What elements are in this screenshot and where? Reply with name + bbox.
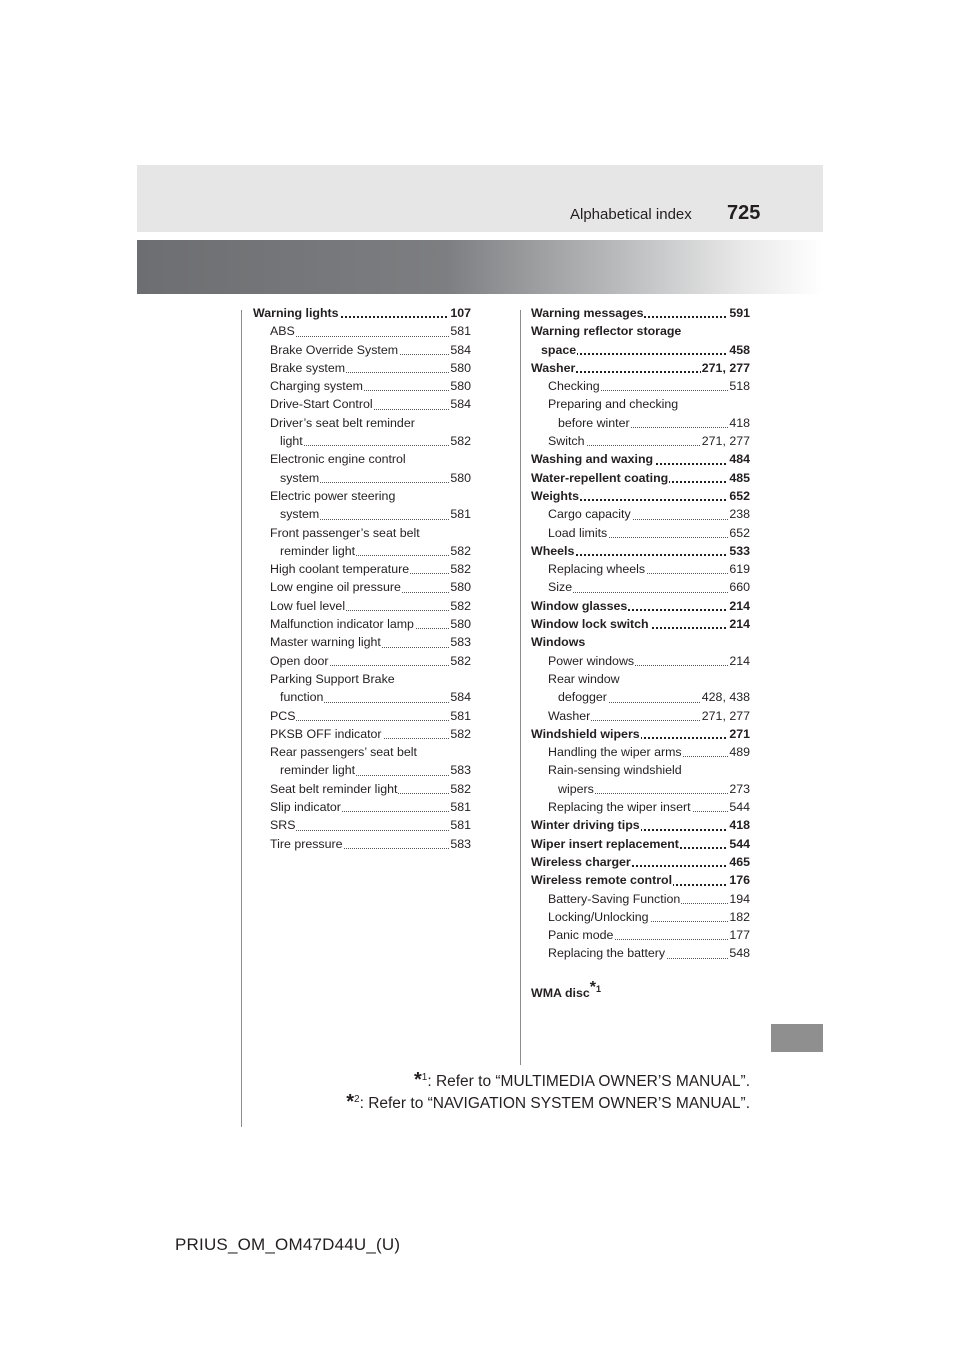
wma-entry-label: WMA disc [531,986,590,1001]
entry-term: light [280,434,303,449]
index-subentry [548,761,750,779]
index-column-right [531,304,750,963]
entry-term: Brake system [270,360,346,375]
entry-term: Washer [548,708,591,723]
entry-page-ref: 544 [728,798,750,816]
footnote-star: * [346,1091,355,1113]
entry-term: Warning reflector storage [531,324,682,339]
index-subentry [548,926,750,944]
entry-term: reminder light [280,543,356,558]
entry-term: Electric power steering [270,488,396,503]
index-entry [531,615,750,633]
entry-page-ref: 584 [449,688,471,706]
entry-page-ref: 584 [449,341,471,359]
entry-term: Wiper insert replacement [531,836,679,851]
entry-term: Wireless remote control [531,873,673,888]
index-entry [531,633,750,651]
entry-term: Warning messages [531,306,644,320]
entry-term: Rear passengers’ seat belt [270,745,417,760]
index-subentry [270,725,471,743]
index-subentry [270,798,471,816]
index-subentry [270,615,471,633]
entry-page-ref: 271, 277 [701,359,750,377]
entry-term: Handling the wiper arms [548,745,682,760]
entry-page-ref: 580 [449,469,471,487]
entry-term: SRS [270,818,296,833]
index-entry [531,450,750,468]
entry-term: Drive-Start Control [270,397,373,412]
index-entry [531,322,750,340]
footnote-2 [346,1091,750,1114]
entry-term: Malfunction indicator lamp [270,617,414,632]
footnote-star: * [589,979,596,996]
entry-term: Washer [531,360,576,375]
index-subentry [548,707,750,725]
entry-page-ref: 583 [449,633,471,651]
index-subentry [270,359,471,377]
entry-term: Low fuel level [270,598,346,613]
footnote-text: : Refer to “MULTIMEDIA OWNER’S MANUAL”. [427,1073,750,1090]
entry-term: Replacing wheels [548,562,646,577]
index-subentry [270,816,471,834]
index-subentry [270,652,471,670]
index-subentry [280,469,471,487]
entry-term: Window lock switch [531,617,649,632]
index-subentry [548,377,750,395]
header-gradient-bar [137,240,823,294]
entry-term: Size [548,580,573,595]
index-subentry [270,341,471,359]
index-subentry [270,524,471,542]
entry-page-ref: 458 [728,341,750,359]
footnote-number: 2 [354,1093,360,1105]
entry-page-ref: 273 [728,780,750,798]
entry-page-ref: 177 [728,926,750,944]
entry-term: Preparing and checking [548,397,679,412]
entry-term: Battery-Saving Function [548,891,681,906]
entry-page-ref: 652 [728,487,750,505]
entry-term: Parking Support Brake [270,671,395,686]
index-entry [531,871,750,889]
entry-term: Cargo capacity [548,507,631,522]
index-subentry [280,688,471,706]
entry-page-ref: 176 [728,871,750,889]
index-subentry [548,890,750,908]
column-divider [520,310,521,1065]
header-band [137,165,823,232]
entry-term: system [280,470,320,485]
entry-term: Switch [548,434,585,449]
entry-page-ref: 271 [728,725,750,743]
entry-page-ref: 580 [449,615,471,633]
entry-term: before winter [558,415,630,430]
entry-page-ref: 214 [728,597,750,615]
index-subentry [548,395,750,413]
index-subentry [270,597,471,615]
index-subentry [270,633,471,651]
left-margin-rule [241,310,242,1127]
index-subentry [548,560,750,578]
index-subentry [548,743,750,761]
index-subentry [280,432,471,450]
entry-term: Open door [270,653,329,668]
index-entry [531,816,750,834]
entry-page-ref: 582 [449,542,471,560]
index-entry [541,341,750,359]
entry-term: Low engine oil pressure [270,580,401,595]
entry-term: PKSB OFF indicator [270,726,382,741]
entry-term: High coolant temperature [270,562,410,577]
entry-page-ref: 214 [728,615,750,633]
entry-page-ref: 428, 438 [701,688,750,706]
index-subentry [558,780,750,798]
footnote-1 [414,1069,750,1092]
entry-term: PCS [270,708,296,723]
entry-page-ref: 271, 277 [701,432,750,450]
entry-page-ref: 107 [449,304,471,322]
entry-page-ref: 582 [449,432,471,450]
index-subentry [548,578,750,596]
entry-term: Wireless charger [531,854,631,869]
entry-term: Water-repellent coating [531,470,669,485]
footnote-star: * [413,1069,422,1091]
entry-page-ref: 485 [728,469,750,487]
entry-term: Warning lights [253,306,339,320]
entry-page-ref: 238 [728,505,750,523]
index-subentry [558,414,750,432]
index-subentry [548,432,750,450]
index-entry [531,597,750,615]
entry-page-ref: 581 [449,505,471,523]
entry-page-ref: 548 [728,944,750,962]
index-entry [531,359,750,377]
index-entry [531,725,750,743]
entry-page-ref: 581 [449,816,471,834]
entry-page-ref: 580 [449,578,471,596]
entry-page-ref: 583 [449,761,471,779]
entry-page-ref: 581 [449,707,471,725]
entry-term: Master warning light [270,635,381,650]
index-subentry [548,908,750,926]
index-subentry [270,560,471,578]
entry-page-ref: 484 [728,450,750,468]
index-entry [531,469,750,487]
entry-page-ref: 533 [728,542,750,560]
entry-term: Rear window [548,671,620,686]
wma-entry [531,979,601,1000]
entry-term: Replacing the battery [548,946,666,961]
entry-term: Brake Override System [270,342,399,357]
entry-term: Windshield wipers [531,726,640,741]
index-subentry [548,670,750,688]
entry-term: defogger [558,690,607,705]
index-subentry [270,578,471,596]
index-subentry [270,743,471,761]
entry-term: Replacing the wiper insert [548,800,691,815]
document-code: PRIUS_OM_OM47D44U_(U) [175,1235,401,1254]
index-subentry [548,944,750,962]
index-column-left [253,304,471,853]
entry-term: space [541,342,577,357]
section-title: Alphabetical index [570,206,692,223]
index-subentry [270,414,471,432]
entry-page-ref: 214 [728,652,750,670]
entry-page-ref: 652 [728,524,750,542]
entry-term: Weights [531,488,579,503]
entry-term: Rain-sensing windshield [548,763,682,778]
entry-term: Power windows [548,653,635,668]
entry-term: Window glasses [531,598,628,613]
entry-term: Washing and waxing [531,452,654,467]
index-subentry [270,377,471,395]
entry-page-ref: 418 [728,414,750,432]
index-subentry [270,487,471,505]
index-entry [531,853,750,871]
entry-term: Windows [531,635,586,650]
entry-term: Electronic engine control [270,452,406,467]
entry-page-ref: 581 [449,798,471,816]
entry-term: Charging system [270,379,363,394]
entry-term: Winter driving tips [531,818,640,833]
footnote-marker: 1 [595,984,601,994]
index-subentry [270,450,471,468]
entry-term: Panic mode [548,928,614,943]
entry-page-ref: 489 [728,743,750,761]
index-entry [531,542,750,560]
index-subentry [548,505,750,523]
entry-page-ref: 544 [728,835,750,853]
index-subentry [270,670,471,688]
index-subentry [270,707,471,725]
page-number: 725 [727,202,761,224]
entry-term: system [280,507,320,522]
entry-page-ref: 582 [449,652,471,670]
entry-page-ref: 518 [728,377,750,395]
index-subentry [558,688,750,706]
index-subentry [270,835,471,853]
index-subentry [280,505,471,523]
entry-term: Checking [548,379,600,394]
entry-term: Front passenger’s seat belt [270,525,420,540]
index-subentry [270,322,471,340]
entry-term: Load limits [548,525,608,540]
index-thumb-tab [771,1024,823,1052]
entry-term: Locking/Unlocking [548,909,649,924]
index-subentry [548,652,750,670]
index-entry [531,304,750,322]
entry-page-ref: 271, 277 [701,707,750,725]
index-entry [531,835,750,853]
entry-term: Driver’s seat belt reminder [270,415,415,430]
entry-page-ref: 582 [449,780,471,798]
index-subentry [280,542,471,560]
index-subentry [270,780,471,798]
entry-page-ref: 660 [728,578,750,596]
footnote-text: : Refer to “NAVIGATION SYSTEM OWNER’S MANUAL”. [359,1095,750,1112]
entry-page-ref: 418 [728,816,750,834]
entry-page-ref: 194 [728,890,750,908]
index-entry [531,487,750,505]
entry-page-ref: 465 [728,853,750,871]
entry-term: Slip indicator [270,800,341,815]
entry-page-ref: 580 [449,377,471,395]
entry-term: reminder light [280,763,356,778]
footnote-number: 1 [421,1071,428,1083]
entry-page-ref: 582 [449,597,471,615]
entry-term: Seat belt reminder light [270,781,398,796]
entry-page-ref: 581 [449,322,471,340]
entry-page-ref: 182 [728,908,750,926]
entry-page-ref: 582 [449,725,471,743]
entry-term: Wheels [531,543,575,558]
index-subentry [548,798,750,816]
entry-page-ref: 583 [449,835,471,853]
entry-page-ref: 580 [449,359,471,377]
entry-term: function [280,690,324,705]
index-entry [253,304,471,322]
index-subentry [548,524,750,542]
index-subentry [280,761,471,779]
entry-page-ref: 591 [728,304,750,322]
index-subentry [270,395,471,413]
entry-term: Tire pressure [270,836,343,851]
entry-term: wipers [558,781,594,796]
entry-page-ref: 619 [728,560,750,578]
entry-page-ref: 584 [449,395,471,413]
entry-page-ref: 582 [449,560,471,578]
entry-term: ABS [270,324,295,339]
